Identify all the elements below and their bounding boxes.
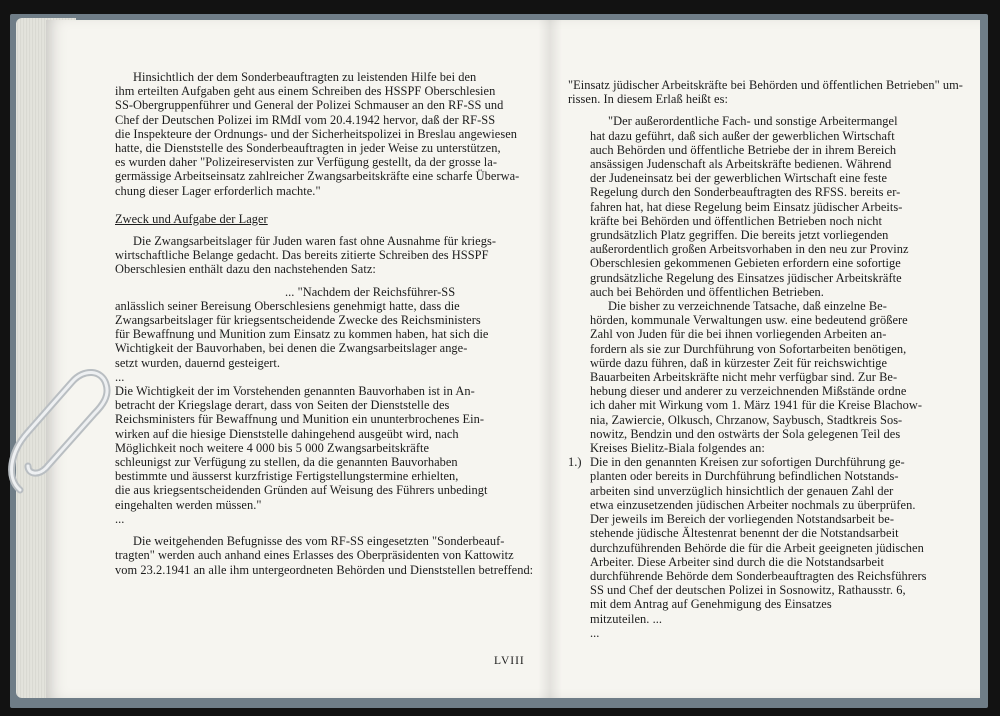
- text-line: fahren hat, hat diese Regelung beim Einsatz jüdischer Arbeits-: [590, 199, 903, 214]
- text-line: ...: [115, 511, 125, 526]
- text-line: Die bisher zu verzeichnende Tatsache, daß einzelne Be-: [608, 299, 887, 314]
- text-line: ansässigen Judenschaft als Arbeitskräfte bedienen. Während: [590, 157, 892, 172]
- text-line: Möglichkeit noch weitere 4 000 bis 5 000 Zwangsarbeitskräfte: [115, 440, 430, 455]
- left-paragraph-1: [115, 70, 520, 198]
- right-quote: [568, 114, 960, 455]
- text-line: anlässlich seiner Bereisung Oberschlesiens genehmigt hatte, dass die: [115, 298, 460, 313]
- text-line: tragten" werden auch anhand eines Erlasses des Oberpräsidenten von Kattowitz: [115, 548, 514, 563]
- text-line: die aus kriegsentscheidenden Gründen auf Weisung des Führers unbedingt: [115, 483, 488, 498]
- text-line: mitzuteilen. ...: [590, 611, 663, 626]
- paper-clip-icon: [2, 340, 122, 515]
- text-line: setzt wurden, dauernd gesteigert.: [115, 355, 281, 370]
- text-line: fordern als sie zur Durchführung von Sofortarbeiten benötigen,: [590, 341, 907, 356]
- text-line: nowitz, Bendzin und den ostwärts der Sola gelegenen Teil des: [590, 426, 901, 441]
- text-line: bestimmte und äusserst kurzfristige Fertigstellungstermine erhielten,: [115, 469, 459, 484]
- text-line: auch bei Behörden und öffentlichen Betrieben.: [590, 284, 824, 299]
- text-line: hebung dieser und anderer zu verzeichnenden Mißstände ordne: [590, 384, 907, 399]
- text-line: SS und Chef der deutschen Polizei in Sosnowitz, Rathausstr. 6,: [590, 583, 906, 598]
- text-line: betracht der Kriegslage derart, dass von Seiten der Dienststelle des: [115, 398, 450, 413]
- text-line: eingehalten werden müssen.": [115, 497, 262, 512]
- left-paragraph-2: [115, 234, 511, 277]
- text-line: kräfte bei Behörden und öffentlichen Betrieben noch nicht: [590, 213, 882, 228]
- left-quote: [115, 285, 511, 526]
- text-line: "Der außerordentliche Fach- und sonstige Arbeitermangel: [608, 114, 898, 129]
- text-line: hörden, kommunale Verwaltungen usw. eine bedeutend größere: [590, 313, 908, 328]
- text-line: für Bewaffnung und Munition zum Einsatz zu kommen haben, hat sich die: [115, 327, 489, 342]
- numbered-item-1: [568, 455, 960, 640]
- text-line: ihm erteilten Aufgaben geht aus einem Schreiben des HSSPF Oberschlesien: [115, 84, 496, 99]
- left-text-column: [115, 70, 534, 577]
- text-line: die Inspekteure der Ordnungs- und der Sicherheitspolizei in Breslau angewiesen: [115, 126, 517, 141]
- text-line: Bauarbeiten Arbeitskräfte nicht mehr verfügbar sind. Zur Be-: [590, 370, 898, 385]
- text-line: ... "Nachdem der Reichsführer-SS: [285, 284, 456, 299]
- right-text-column: [568, 78, 963, 640]
- text-line: Oberschlesien gekommenen Gebieten erfordern eine sofortige: [590, 256, 901, 271]
- text-line: Die in den genannten Kreisen zur sofortigen Durchführung ge-: [590, 455, 905, 470]
- text-line: Zahl von Juden für die bei ihnen vorliegenden Arbeiten an-: [590, 327, 887, 342]
- text-line: durchführende Behörde dem Sonderbeauftragten des Reichsführers: [590, 568, 927, 583]
- text-line: arbeiten sind unverzüglich hinsichtlich der genauen Zahl der: [590, 483, 894, 498]
- text-line: Chef der Deutschen Polizei im RMdI vom 20.4.1942 hervor, daß der RF-SS: [115, 112, 496, 127]
- text-line: stehende jüdische Ältestenrat benennt der die Notstandsarbeit: [590, 526, 899, 541]
- text-line: Die Wichtigkeit der im Vorstehenden genannten Bauvorhaben ist in An-: [115, 384, 475, 399]
- text-line: Der jeweils im Bereich der vorliegenden Notstandsarbeit be-: [590, 512, 895, 527]
- text-line: durchzuführenden Behörde die für die Arbeit geeigneten jüdischen: [590, 540, 924, 555]
- text-line: SS-Obergruppenführer und General der Polizei Schmauser an den RF-SS und: [115, 98, 504, 113]
- text-line: ...: [590, 625, 600, 640]
- text-line: grundsätzliche Regelung des Einsatzes jüdischer Arbeitskräfte: [590, 270, 902, 285]
- text-line: Arbeiter. Diese Arbeiter sind durch die die Notstandsarbeit: [590, 554, 885, 569]
- text-line: würde dazu führen, daß in kürzester Zeit für reichswichtige: [590, 355, 888, 370]
- text-line: etwa einzusetzenden jüdischen Arbeiter nochmals zu überprüfen.: [590, 497, 916, 512]
- text-line: grundsätzlich Platz gegriffen. Die bereits jetzt vorliegenden: [590, 228, 889, 243]
- text-line: der Judeneinsatz bei der gewerblichen Wirtschaft eine feste: [590, 171, 888, 186]
- text-line: mit dem Antrag auf Genehmigung des Einsatzes: [590, 597, 832, 612]
- left-paragraph-3: [115, 534, 534, 577]
- text-line: außerordentlich großen Arbeitsvorhaben in den neu zur Provinz: [590, 242, 909, 257]
- text-line: Oberschlesien enthält dazu den nachstehenden Satz:: [115, 262, 376, 277]
- text-line: planten oder bereits in Durchführung befindlichen Notstands-: [590, 469, 899, 484]
- text-line: wirken auf die hiesige Dienststelle dahingehend ausgeübt wird, nach: [115, 426, 459, 441]
- page-gutter: [538, 20, 562, 698]
- text-line: Wichtigkeit der Bauvorhaben, bei denen die Zwangsarbeitslager ange-: [115, 341, 468, 356]
- text-line: auch Behörden und öffentliche Betriebe der in ihrem Bereich: [590, 142, 897, 157]
- page-number: LVIII: [494, 655, 525, 667]
- text-line: Reichsministers für Bewaffnung und Munition ein ununterbrochenes Ein-: [115, 412, 485, 427]
- text-line: rissen. In diesem Erlaß heißt es:: [568, 92, 728, 107]
- text-line: vom 23.2.1941 an alle ihm untergeordneten Behörden und Dienststellen betreffend:: [115, 562, 534, 577]
- text-line: ...: [115, 369, 125, 384]
- text-line: ich daher mit Wirkung vom 1. März 1941 für die Kreise Blachow-: [590, 398, 923, 413]
- item-number: 1.): [568, 455, 582, 470]
- right-paragraph-1: [568, 78, 963, 107]
- text-line: germässige Arbeitseinsatz zahlreicher Zwangsarbeitskräfte eine scharfe Überwa-: [115, 169, 520, 184]
- text-line: Regelung durch den Sonderbeauftragten des RFSS. bereits er-: [590, 185, 901, 200]
- text-line: Hinsichtlich der dem Sonderbeauftragten zu leistenden Hilfe bei den: [133, 70, 477, 84]
- text-line: hat dazu geführt, daß sich außer der gewerblichen Wirtschaft: [590, 128, 895, 143]
- text-line: chung dieser Lager erforderlich machte.": [115, 183, 321, 198]
- text-line: Zwangsarbeitslager für kriegsentscheidende Zwecke des Reichsministers: [115, 313, 481, 328]
- text-line: "Einsatz jüdischer Arbeitskräfte bei Behörden und öffentlichen Betrieben" um-: [568, 78, 963, 92]
- text-line: Die Zwangsarbeitslager für Juden waren fast ohne Ausnahme für kriegs-: [133, 234, 497, 249]
- text-line: Die weitgehenden Befugnisse des vom RF-SS eingesetzten "Sonderbeauf-: [133, 534, 505, 549]
- text-line: hatte, die Dienststelle des Sonderbeauftragten in jeder Weise zu unterstützen,: [115, 141, 501, 156]
- text-line: es wurden daher "Polizeireservisten zur Verfügung gestellt, da der grosse la-: [115, 155, 497, 170]
- text-line: wirtschaftliche Belange gedacht. Das bereits zitierte Schreiben des HSSPF: [115, 248, 489, 263]
- text-line: nia, Zawiercie, Olkusch, Chrzanow, Saybusch, Stadtkreis Sos-: [590, 412, 903, 427]
- section-heading: Zweck und Aufgabe der Lager: [115, 211, 268, 226]
- text-line: schleunigst zur Verfügung zu stellen, da die genannten Bauvorhaben: [115, 455, 458, 470]
- text-line: Kreises Bielitz-Biala folgendes an:: [590, 441, 765, 456]
